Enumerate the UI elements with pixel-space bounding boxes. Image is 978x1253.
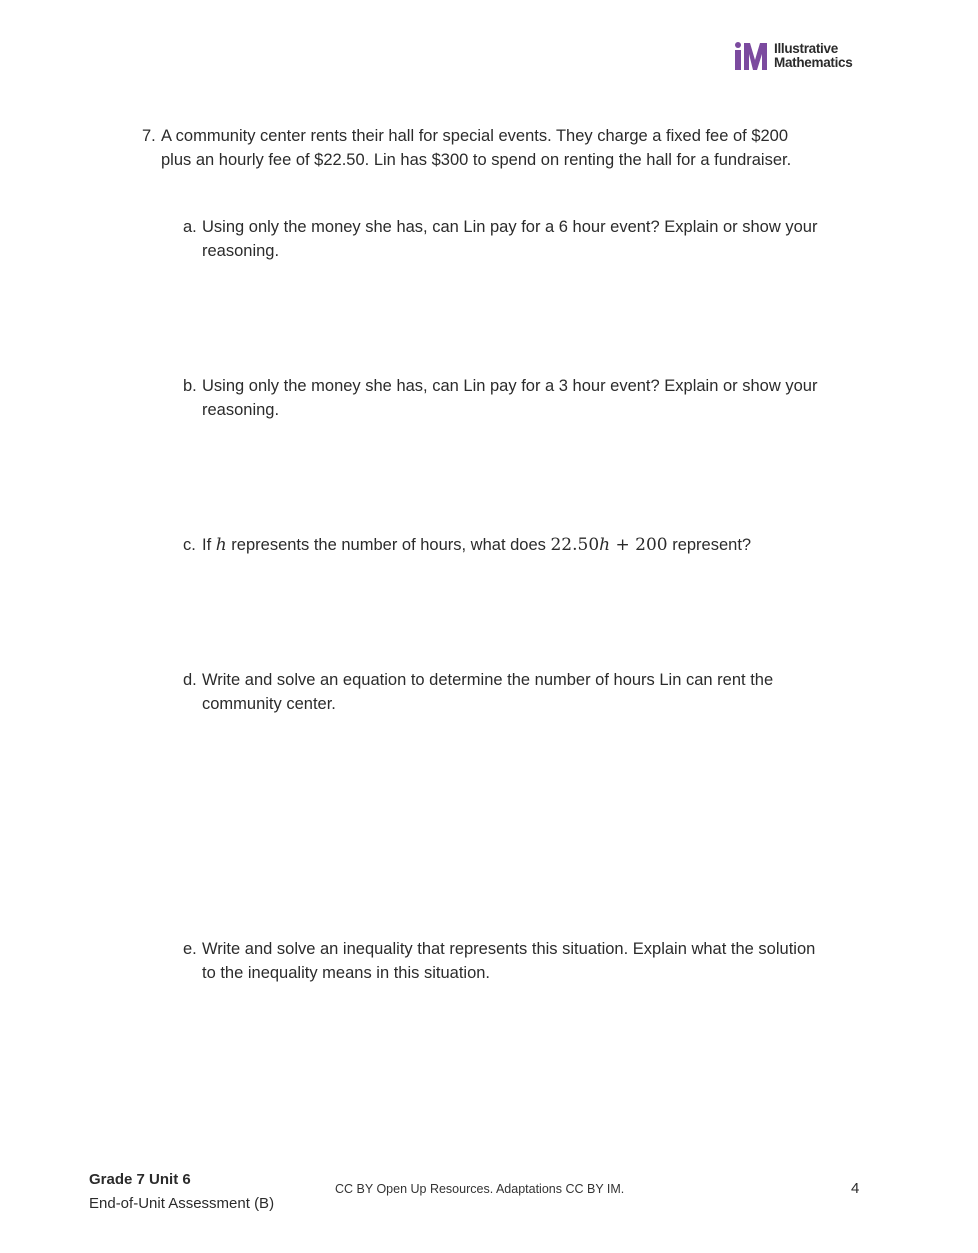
part-b	[183, 374, 827, 422]
part-text: Write and solve an inequality that represents this situation. Explain what the solution to the inequality means in this situation.	[202, 940, 816, 982]
footer-course-info	[89, 1168, 274, 1216]
question-text: A community center rents their hall for special events. They charge a fixed fee of $200 plus an hourly fee of $22.50. Lin has $300 to spend on renting the hall for a fundraiser.	[161, 127, 792, 169]
page-number: 4	[851, 1180, 860, 1197]
math-variable: h	[215, 535, 227, 555]
text-segment: If	[202, 536, 216, 554]
question-7	[142, 124, 842, 172]
math-expression: 22.50h + 200	[550, 535, 668, 555]
part-letter: a.	[183, 218, 197, 236]
part-text: Using only the money she has, can Lin pay for a 3 hour event? Explain or show your reasoning.	[202, 377, 818, 419]
logo	[734, 40, 864, 72]
part-text	[202, 533, 827, 557]
question-number: 7.	[142, 127, 156, 145]
part-c	[183, 533, 827, 557]
text-segment: represent?	[667, 536, 752, 554]
footer-license: CC BY Open Up Resources. Adaptations CC BY IM.	[335, 1182, 625, 1196]
logo-line-2: Mathematics	[774, 55, 853, 70]
part-letter: d.	[183, 671, 197, 689]
part-text: Using only the money she has, can Lin pay for a 6 hour event? Explain or show your reasoning.	[202, 218, 818, 260]
text-segment: represents the number of hours, what does	[226, 536, 551, 554]
part-e	[183, 937, 827, 985]
footer-assessment: End-of-Unit Assessment (B)	[89, 1195, 275, 1212]
part-d	[183, 668, 827, 716]
part-text: Write and solve an equation to determine the number of hours Lin can rent the community center.	[202, 671, 774, 713]
logo-line-1: Illustrative	[774, 41, 838, 56]
part-a	[183, 215, 827, 263]
part-letter: e.	[183, 940, 197, 958]
part-letter: b.	[183, 377, 197, 395]
footer-grade: Grade 7 Unit 6	[89, 1171, 191, 1188]
im-logo-icon	[734, 42, 768, 70]
part-letter: c.	[183, 536, 196, 554]
logo-wordmark	[774, 42, 852, 70]
